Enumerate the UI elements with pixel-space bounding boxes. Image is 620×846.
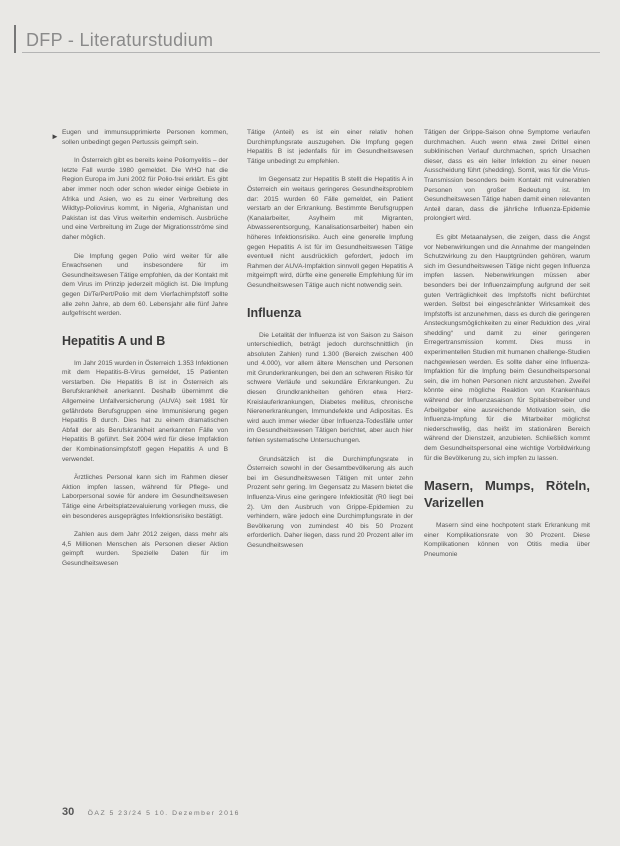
paragraph: Zahlen aus dem Jahr 2012 zeigen, dass mehr als 4,5 Millionen Menschen als Personen dieser Aktion geimpft wurden. Spezielle Daten für im Gesundheitswesen <box>62 531 228 567</box>
text-column-2 <box>247 128 413 560</box>
continuation-arrow-icon: ► <box>51 132 59 141</box>
page-title: DFP - Literaturstudium <box>26 30 214 50</box>
paragraph: Grundsätzlich ist die Durchimpfungsrate in Österreich sowohl in der Gesamtbevölkerung als auch bei im Gesundheitswesen Tätigen mit unter zehn Prozent sehr gering. Im Gegensatz zu Masern bietet die Influenza-Virus eine geringere Infektiosität (R0 liegt bei 2). Um den Ausbruch von Grippe-Epidemien zu verhindern, wäre jedoch eine Durchimpfungsrate in der Bevölkerung von zumindest 40 bis 50 Prozent erforderlich. Daher liegen, dass rund 20 Prozent aller im Gesundheitswesen <box>247 455 413 549</box>
paragraph: Eugen und immunsupprimierte Personen kommen, sollen unbedingt gegen Pertussis geimpft sein. <box>62 129 228 146</box>
title-divider <box>22 52 600 53</box>
section-heading-influenza: Influenza <box>247 305 302 320</box>
page-footer <box>62 806 240 818</box>
section-heading-hepatitis: Hepatitis A und B <box>62 333 166 348</box>
paragraph: Tätigen der Grippe-Saison ohne Symptome verlaufen durchmachen. Auch wenn etwa zwei Drittel einen subklinischen Verlauf durchmachen, sprich Ursachen dieser, dass es ein leiter Infektion zu einer neuen Ausscheidung führt (shedding). Somit, was für die Virus-Transmission besonders beim Kontakt mit vulnerablen Personen von großer Bedeutung ist. Im Gesundheitswesen Tätige haben damit einen relevanten Anteil daran, dass die jährliche Influenza-Epidemie prolongiert wird. <box>424 129 590 223</box>
paragraph: Im Gegensatz zur Hepatitis B stellt die Hepatitis A in Österreich ein weitaus geringeres Gesundheitsproblem dar: 2015 wurden 60 Fälle gemeldet, ein Patient verstarb an der Erkrankung. Bestimmte Berufsgruppen (Kanalarbeiter, Asylheim mit Migranten, Abwasserentsorgung, Kanalisationsarbeiter) haben ein höheres Infektionsrisiko. Auch eine generelle Impfung gegen Hepatitis A ist für im Gesundheitswesen Tätige eventuell nicht ausdrücklich gefordert, jedoch im Rahmen der AUVA-Impfaktion sinnvoll gegen Hepatitis A mitgeimpft wird, dürfte eine generelle Empfehlung für im Gesundheitswesen Tätige auch nicht notwendig sein. <box>247 176 413 289</box>
paragraph: Die Impfung gegen Polio wird weiter für alle Erwachsenen und insbesondere für im Gesundheitswesen Tätige empfohlen, da der Kontakt mit dem Virus im Prinzip jederzeit möglich ist. Die Impfung gegen Di/Te/Pert/Polio mit dem Vierfachimpfstoff sollte alle zehn Jahre, ab dem 60. Lebensjahr alle fünf Jahre aufgefrischt werden. <box>62 252 228 318</box>
paragraph: Die Letalität der Influenza ist von Saison zu Saison unterschiedlich, beträgt jedoch durchschnittlich (in absoluten Zahlen) rund 1.300 (Bereich zwischen 400 und 4.000), vor allem ältere Menschen und Personen mit Grunderkrankungen, bei den an schweren Risiko für schwere Verläufe und sekundäre Erkrankungen. Zu diesen Grundkrankheiten gehören etwa Herz-Kreislauferkrankungen, Diabetes mellitus, chronische Nierenerkrankungen, Immundefekte und Adipositas. Es wird auch immer wieder über Influenza-Todesfälle unter im Gesundheitswesen Tätigen berichtet, aber auch hier fehlen systematische Untersuchungen. <box>247 331 413 445</box>
paragraph: Tätige (Anteil) es ist ein einer relativ hohen Durchimpfungsrate auszugehen. Die Impfung gegen Hepatitis B ist jedenfalls für im Gesundheitswesen Tätige unbedingt zu empfehlen. <box>247 129 413 165</box>
page-number: 30 <box>62 806 75 818</box>
publication-info: ÖAZ 5 23/24 5 10. Dezember 2016 <box>87 810 240 817</box>
text-column-3 <box>424 128 590 569</box>
section-heading-masern: Masern, Mumps, Röteln, Varizellen <box>424 478 590 511</box>
paragraph: Masern sind eine hochpotent stark Erkrankung mit einer Komplikationsrate von 30 Prozent. Diese Komplikationen können von Otitis media über Pneumonie <box>424 522 590 558</box>
margin-bar <box>14 25 16 53</box>
paragraph: Es gibt Metaanalysen, die zeigen, dass die Angst vor Nebenwirkungen und die Annahme der mangelnden Schutzwirkung zu den Hauptgründen gehören, warum sich im Gesundheitswesen Tätige nicht gegen Influenza impfen lassen. Nebenwirkungen müssen aber besonders bei der Influenzaimpfung aufgrund der seit guten Verträglichkeit des Impfstoffs nicht befürchtet werden. Selbst bei eingeschränkter Wirksamkeit des Impfstoffs ist anzunehmen, dass es durch die geringeren Ansteckungsmöglichkeiten zu einer Reduktion des „viral shedding“ und damit zu einer geringeren Erregertransmission kommt. Dies muss in experimentellen Studien mit humanen challenge-Studien nachgewiesen werden. Es sollte daher eine Influenza-Impfaktion für die Impfung beim Gesundheitspersonal sein, die im hohen Personen nicht anzustehen. Zweifel könnte eine mögliche Reaktion von Krankenhaus während der Influenzasaison für Spitalsbetreiber und Arbeitgeber eine ausreichende Motivation sein, die Influenza-Impfung für die Mitarbeiter möglichst niederschwellig, das heißt im stationären Bereich während der Dienstzeit, anzubieten. Schließlich kommt dem Gesundheitspersonal eine wichtige Vorbildwirkung für die Bevölkerung zu, sich impfen zu lassen. <box>424 233 590 462</box>
paragraph: Ärztliches Personal kann sich im Rahmen dieser Aktion impfen lassen, während für Pflege- und Laborpersonal sowie für andere im Gesundheitswesen Tätige eine Arbeitsplatzevaluierung vorliegen muss, die ein besonderes ausgeprägtes Infektionsrisiko bestätigt. <box>62 474 228 520</box>
text-column-1 <box>62 128 228 578</box>
paragraph: In Österreich gibt es bereits keine Poliomyelitis – der letzte Fall wurde 1980 gemeldet. Die WHO hat die Region Europa im Juni 2002 für Polio-frei erklärt. Es gibt aber immer noch oder schon wieder einige Gebiete in Afrika und Asien, wo es zu einer Verbreitung des Wildtyp-Poliovirus kommt, in Nigeria, Afghanistan und Pakistan ist das Virus weiterhin endemisch. Ausbrüche und eine Verbreitung im Zuge der Migrationsströme sind daher möglich. <box>62 157 228 241</box>
paragraph: Im Jahr 2015 wurden in Österreich 1.353 Infektionen mit dem Hepatitis-B-Virus gemeldet, 15 Patienten verstarben. Die Hepatitis B ist in Österreich als Berufskrankheit anerkannt. Deshalb übernimmt die Allgemeine Unfallversicherung (AUVA) seit 1981 für gefährdete Berufsgruppen eine Immunisierung gegen Hepatitis B durch. Dies hat zu einem dramatischen Abfall der als Berufskrankheit anerkannten Fälle von Hepatitis B geführt. Seit 2004 wird für diese Impfaktion der Kombinationsimpfstoff gegen Hepatitis A und B verwendet. <box>62 359 228 463</box>
